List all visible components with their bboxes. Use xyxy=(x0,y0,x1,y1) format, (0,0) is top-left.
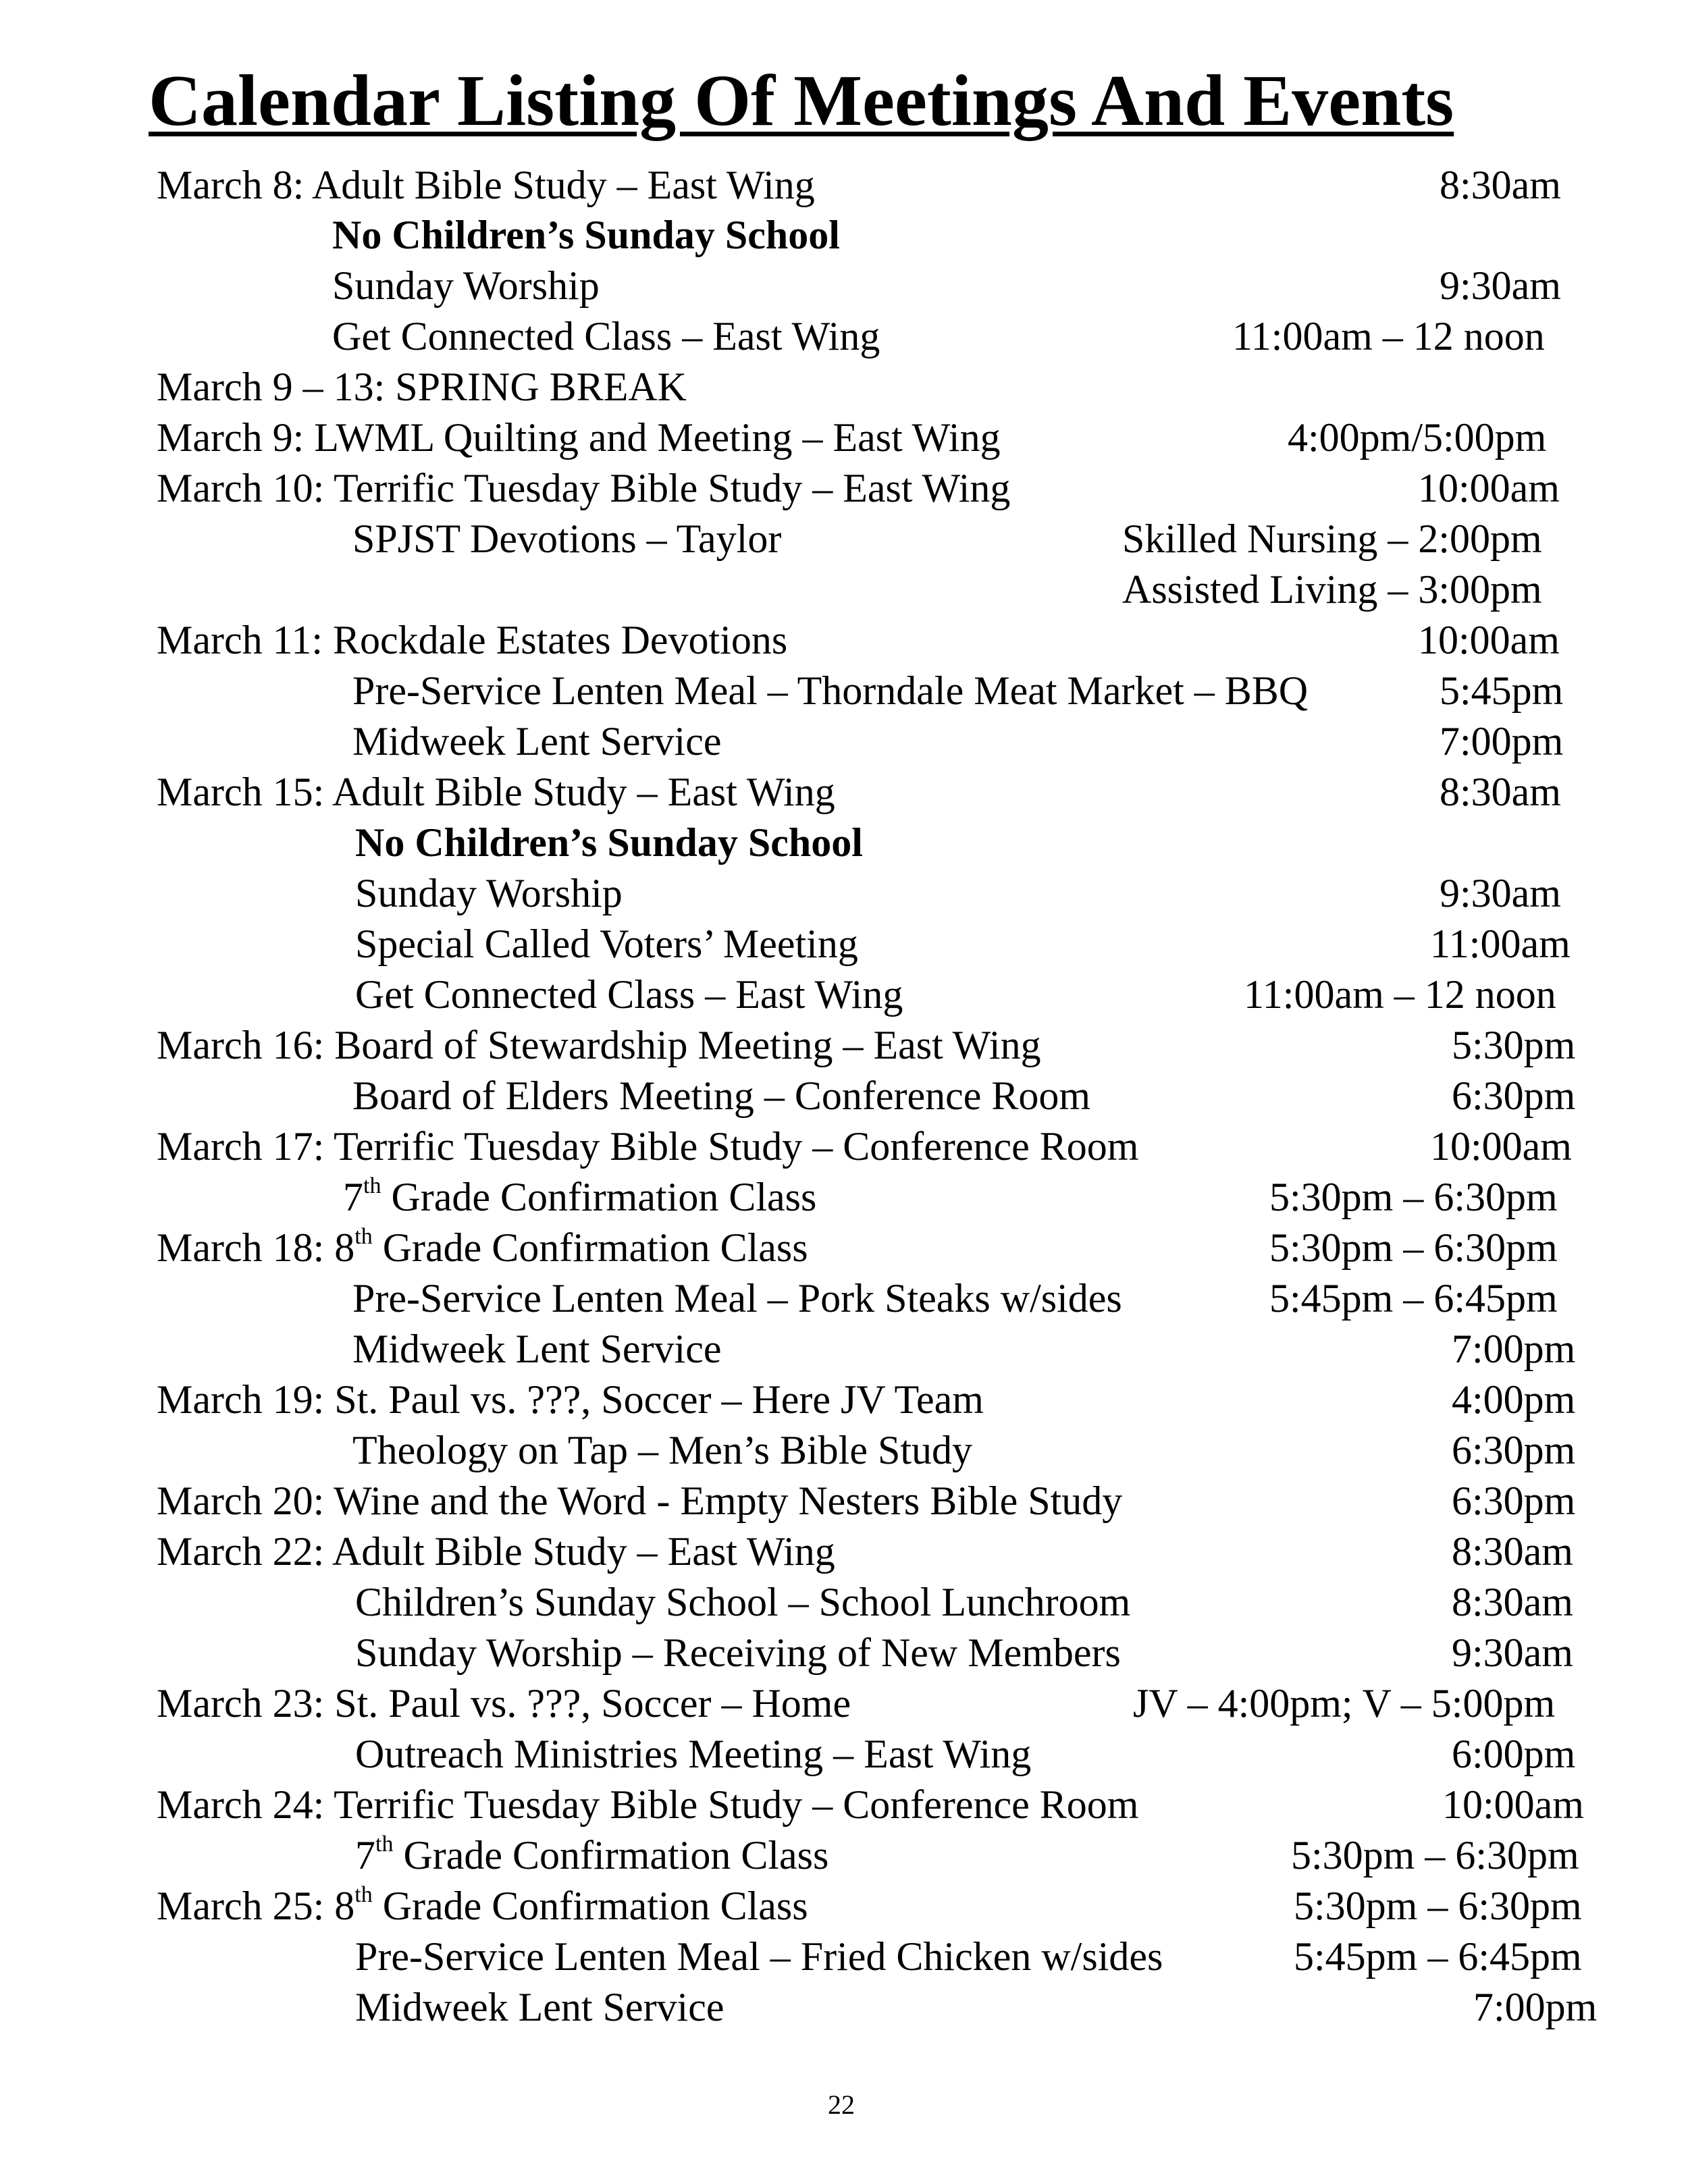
event-row xyxy=(355,1729,1591,1779)
event-row xyxy=(352,666,1581,716)
page-number: 22 xyxy=(828,2089,855,2120)
event-description: Pre-Service Lenten Meal – Fried Chicken w/sides xyxy=(355,1934,1163,1979)
event-row xyxy=(332,311,1575,361)
event-row xyxy=(355,818,1591,868)
event-time: 10:00am xyxy=(1418,466,1560,510)
event-time: 9:30am xyxy=(1440,263,1561,308)
event-row xyxy=(355,1982,1604,2032)
event-description: Children’s Sunday School – School Lunchroom xyxy=(355,1580,1131,1624)
event-row xyxy=(355,1628,1591,1678)
event-description: Midweek Lent Service xyxy=(352,1327,722,1371)
event-description: March 25: 8th Grade Confirmation Class xyxy=(157,1882,808,1928)
event-row xyxy=(157,1375,1588,1424)
event-row xyxy=(332,261,1575,311)
event-description: March 24: Terrific Tuesday Bible Study – Conference Room xyxy=(157,1782,1139,1827)
event-time: 6:30pm xyxy=(1452,1479,1576,1523)
event-description: Pre-Service Lenten Meal – Pork Steaks w/sides xyxy=(352,1276,1122,1321)
event-row xyxy=(352,514,1581,564)
event-description: SPJST Devotions – Taylor xyxy=(352,516,782,561)
event-row xyxy=(157,615,1575,665)
event-time: 5:30pm – 6:30pm xyxy=(1291,1833,1579,1877)
event-row xyxy=(355,868,1591,918)
event-row xyxy=(355,919,1591,969)
page-title: Calendar Listing Of Meetings And Events xyxy=(149,61,1454,141)
event-description: No Children’s Sunday School xyxy=(355,820,863,865)
event-description: March 15: Adult Bible Study – East Wing xyxy=(157,770,835,814)
event-description: Sunday Worship xyxy=(332,263,600,308)
event-time: 6:30pm xyxy=(1452,1073,1576,1118)
event-row xyxy=(352,1324,1588,1374)
event-description: March 10: Terrific Tuesday Bible Study – East Wing xyxy=(157,466,1011,510)
event-row xyxy=(157,1780,1602,1830)
event-time: JV – 4:00pm; V – 5:00pm xyxy=(1133,1681,1556,1726)
event-description: Sunday Worship – Receiving of New Members xyxy=(355,1630,1121,1675)
event-row xyxy=(157,767,1575,817)
event-row xyxy=(157,160,1575,210)
event-time: 5:30pm xyxy=(1452,1023,1576,1067)
event-row xyxy=(157,362,1575,412)
event-row xyxy=(343,1172,1585,1222)
event-row xyxy=(352,716,1581,766)
event-time: Assisted Living – 3:00pm xyxy=(1122,567,1542,612)
event-description: March 20: Wine and the Word - Empty Nesters Bible Study xyxy=(157,1479,1123,1523)
event-description: Get Connected Class – East Wing xyxy=(332,314,880,358)
event-time: 10:00am xyxy=(1442,1782,1584,1827)
event-description: Get Connected Class – East Wing xyxy=(355,972,903,1017)
event-row xyxy=(157,1526,1588,1576)
event-row xyxy=(352,1425,1588,1475)
event-description: Pre-Service Lenten Meal – Thorndale Meat Market – BBQ xyxy=(352,668,1309,713)
event-time: 4:00pm/5:00pm xyxy=(1288,415,1547,460)
event-row xyxy=(352,1273,1588,1323)
event-time: 6:30pm xyxy=(1452,1428,1576,1472)
event-row xyxy=(157,1020,1588,1070)
event-description: 7th Grade Confirmation Class xyxy=(343,1173,817,1219)
event-row xyxy=(157,412,1575,462)
event-description: March 23: St. Paul vs. ???, Soccer – Home xyxy=(157,1681,851,1726)
event-time: 5:45pm – 6:45pm xyxy=(1269,1276,1558,1321)
event-time: 11:00am – 12 noon xyxy=(1244,972,1556,1017)
event-time: Skilled Nursing – 2:00pm xyxy=(1122,516,1542,561)
event-description: Midweek Lent Service xyxy=(355,1985,724,2029)
event-time: 6:00pm xyxy=(1452,1732,1576,1776)
event-description: March 8: Adult Bible Study – East Wing xyxy=(157,163,815,207)
event-description: March 16: Board of Stewardship Meeting – East Wing xyxy=(157,1023,1041,1067)
event-time: 7:00pm xyxy=(1440,719,1564,764)
event-description: Sunday Worship xyxy=(355,871,623,915)
event-time: 9:30am xyxy=(1440,871,1561,915)
event-row xyxy=(157,1881,1602,1931)
event-time: 11:00am – 12 noon xyxy=(1232,314,1545,358)
event-time: 10:00am xyxy=(1418,618,1560,662)
event-time: 9:30am xyxy=(1452,1630,1573,1675)
event-time: 8:30am xyxy=(1440,163,1561,207)
event-row xyxy=(332,210,1575,260)
event-row xyxy=(355,1932,1604,1981)
event-row xyxy=(352,1071,1588,1121)
event-description: March 22: Adult Bible Study – East Wing xyxy=(157,1529,835,1574)
event-description: March 9: LWML Quilting and Meeting – East Wing xyxy=(157,415,1001,460)
event-row xyxy=(352,564,1581,614)
event-time: 4:00pm xyxy=(1452,1377,1576,1422)
event-description: March 9 – 13: SPRING BREAK xyxy=(157,365,687,409)
event-time: 5:30pm – 6:30pm xyxy=(1269,1225,1558,1270)
event-description: Outreach Ministries Meeting – East Wing xyxy=(355,1732,1032,1776)
event-description: No Children’s Sunday School xyxy=(332,213,840,257)
event-row xyxy=(157,1678,1595,1728)
event-description: Board of Elders Meeting – Conference Room xyxy=(352,1073,1091,1118)
event-time: 7:00pm xyxy=(1473,1985,1598,2029)
event-description: March 19: St. Paul vs. ???, Soccer – Here JV Team xyxy=(157,1377,984,1422)
event-time: 5:30pm – 6:30pm xyxy=(1269,1175,1558,1219)
event-row xyxy=(355,1830,1604,1880)
event-time: 5:30pm – 6:30pm xyxy=(1294,1884,1582,1928)
event-time: 10:00am xyxy=(1430,1124,1572,1169)
event-time: 8:30am xyxy=(1452,1580,1573,1624)
event-description: Theology on Tap – Men’s Bible Study xyxy=(352,1428,972,1472)
event-time: 8:30am xyxy=(1452,1529,1573,1574)
event-time: 5:45pm xyxy=(1440,668,1564,713)
event-description: Special Called Voters’ Meeting xyxy=(355,922,858,966)
event-description: Midweek Lent Service xyxy=(352,719,722,764)
event-description: March 11: Rockdale Estates Devotions xyxy=(157,618,788,662)
event-row xyxy=(355,969,1591,1019)
event-row xyxy=(157,463,1575,513)
event-time: 8:30am xyxy=(1440,770,1561,814)
event-time: 11:00am xyxy=(1430,922,1571,966)
event-description: March 18: 8th Grade Confirmation Class xyxy=(157,1224,808,1270)
event-time: 5:45pm – 6:45pm xyxy=(1294,1934,1582,1979)
event-time: 7:00pm xyxy=(1452,1327,1576,1371)
event-description: March 17: Terrific Tuesday Bible Study – Conference Room xyxy=(157,1124,1139,1169)
event-row xyxy=(355,1577,1591,1627)
event-row xyxy=(157,1223,1588,1273)
event-description: 7th Grade Confirmation Class xyxy=(355,1832,829,1877)
event-row xyxy=(157,1121,1588,1171)
event-row xyxy=(157,1476,1588,1526)
